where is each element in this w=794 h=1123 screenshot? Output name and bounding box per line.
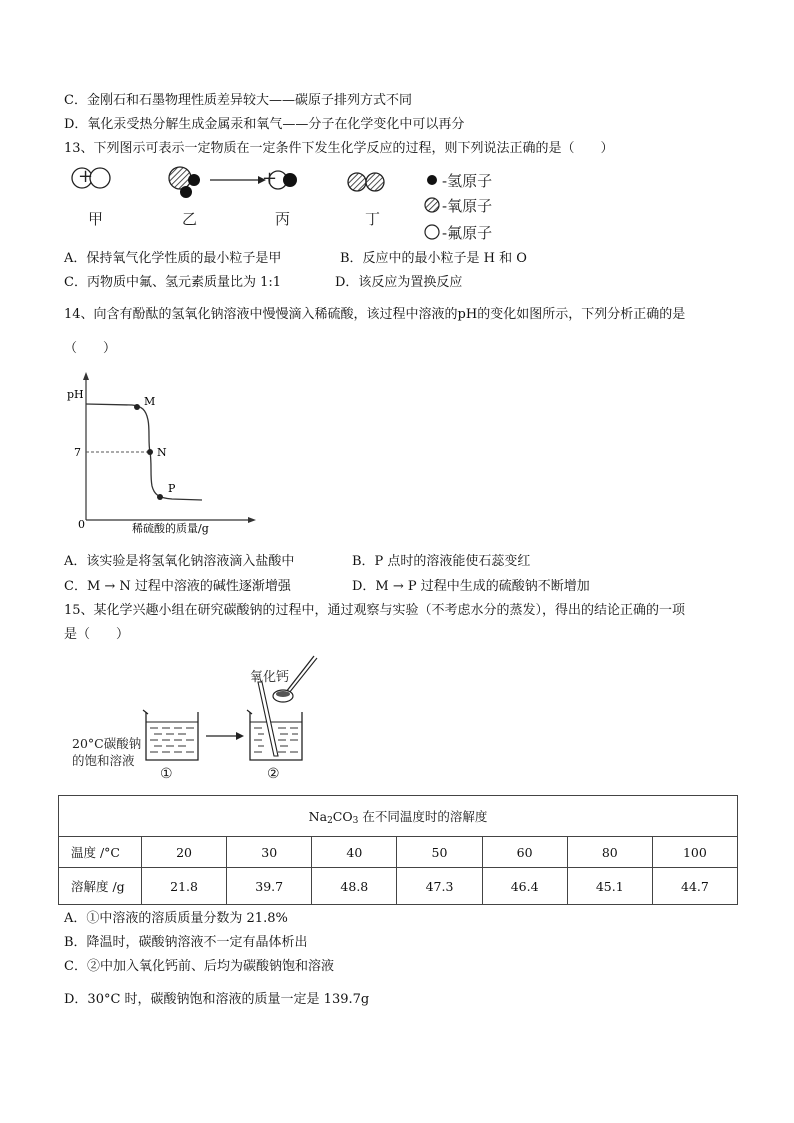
plus-sign-1: + <box>78 166 94 187</box>
table-cell: 80 <box>567 837 652 868</box>
reaction-arrow-icon <box>210 176 266 184</box>
label-ding: 丁 <box>365 210 381 228</box>
table-cell: 44.7 <box>652 868 737 905</box>
q12-option-d: D．氧化汞受热分解生成金属汞和氧气——分子在化学变化中可以再分 <box>64 117 465 132</box>
chart-xlabel: 稀硫酸的质量/g <box>132 522 209 535</box>
point-n-label: N <box>157 446 167 459</box>
q14-option-b: B．P 点时的溶液能使石蕊变红 <box>352 554 531 569</box>
table-row-solubility <box>59 868 738 905</box>
q13-option-b: B．反应中的最小粒子是 H 和 O <box>340 251 527 266</box>
table-cell: 45.1 <box>567 868 652 905</box>
legend-hydrogen-icon <box>427 175 437 185</box>
chart-ytick-7: 7 <box>74 446 81 459</box>
plus-sign-2: + <box>262 168 278 189</box>
table-cell: 30 <box>227 837 312 868</box>
q15-option-a: A．①中溶液的溶质质量分数为 21.8% <box>64 911 288 926</box>
q13-stem: 13、下列图示可表示一定物质在一定条件下发生化学反应的过程，则下列说法正确的是（ ） <box>64 141 614 156</box>
beaker-1-label-line2: 的饱和溶液 <box>72 753 135 768</box>
q14-option-d: D．M → P 过程中生成的硫酸钠不断增加 <box>352 579 590 594</box>
legend-fluorine: -氟原子 <box>442 224 493 242</box>
table-cell: 21.8 <box>142 868 227 905</box>
beaker-2-number: ② <box>267 766 280 782</box>
q15-stem-line1: 15、某化学兴趣小组在研究碳酸钠的过程中，通过观察与实验（不考虑水分的蒸发），得出的结论正确的一项 <box>64 603 686 618</box>
table-caption: $Na_2CO_3$ 在不同温度时的溶解度 <box>59 796 738 837</box>
table-cell: 39.7 <box>227 868 312 905</box>
ph-chart <box>62 368 262 536</box>
point-m <box>134 404 140 410</box>
point-p <box>157 494 163 500</box>
beaker-1-number: ① <box>160 766 173 782</box>
q15-option-d: D．30°C 时，碳酸钠饱和溶液的质量一定是 139.7g <box>64 992 370 1007</box>
solubility-table <box>58 795 738 905</box>
legend-hydrogen: -氢原子 <box>442 172 493 190</box>
table-head-solubility: 溶解度 /g <box>59 868 142 905</box>
beaker-1-label-line1: 20°C碳酸钠 <box>72 736 142 751</box>
table-cell: 46.4 <box>482 868 567 905</box>
molecule-yi <box>169 167 200 198</box>
q14-option-a: A．该实验是将氢氧化钠溶液滴入盐酸中 <box>64 554 295 569</box>
point-n <box>147 449 153 455</box>
table-cell: 47.3 <box>397 868 482 905</box>
label-yi: 乙 <box>182 210 198 228</box>
process-arrow-icon <box>206 732 244 740</box>
q15-option-c: C．②中加入氧化钙前、后均为碳酸钠饱和溶液 <box>64 959 334 974</box>
label-bing: 丙 <box>275 210 291 228</box>
legend-oxygen: -氧原子 <box>442 197 493 215</box>
table-cell: 48.8 <box>312 868 397 905</box>
q13-option-d: D．该反应为置换反应 <box>335 275 463 290</box>
q13-option-a: A．保持氧气化学性质的最小粒子是甲 <box>64 251 282 266</box>
q13-option-c: C．丙物质中氟、氢元素质量比为 1:1 <box>64 275 282 290</box>
chart-axes <box>83 372 256 523</box>
table-cell: 100 <box>652 837 737 868</box>
q14-paren: （ ） <box>64 341 117 356</box>
table-cell: 50 <box>397 837 482 868</box>
legend-oxygen-icon <box>425 198 439 212</box>
chart-ylabel: pH <box>67 388 84 401</box>
label-jia: 甲 <box>88 210 104 228</box>
legend-fluorine-icon <box>425 225 439 239</box>
q14-option-c: C．M → N 过程中溶液的碱性逐渐增强 <box>64 579 291 594</box>
table-cell: 40 <box>312 837 397 868</box>
molecule-ding <box>348 173 384 191</box>
q15-beaker-diagram <box>140 652 340 770</box>
q15-option-b: B．降温时，碳酸钠溶液不一定有晶体析出 <box>64 935 308 950</box>
point-m-label: M <box>144 395 156 408</box>
point-p-label: P <box>168 482 176 495</box>
cao-label: 氧化钙 <box>250 670 290 685</box>
q15-stem-line2: 是（ ） <box>64 627 130 642</box>
chart-origin: 0 <box>78 518 85 531</box>
table-cell: 60 <box>482 837 567 868</box>
q14-stem: 14、向含有酚酞的氢氧化钠溶液中慢慢滴入稀硫酸，该过程中溶液的pH的变化如图所示，下列分析正确的是 <box>64 307 686 322</box>
table-cell: 20 <box>142 837 227 868</box>
table-caption-row <box>59 796 738 837</box>
table-head-temperature: 温度 /°C <box>59 837 142 868</box>
table-row-temperature <box>59 837 738 868</box>
beaker-1-icon <box>143 710 198 760</box>
q12-option-c: C．金刚石和石墨物理性质差异较大——碳原子排列方式不同 <box>64 93 412 108</box>
